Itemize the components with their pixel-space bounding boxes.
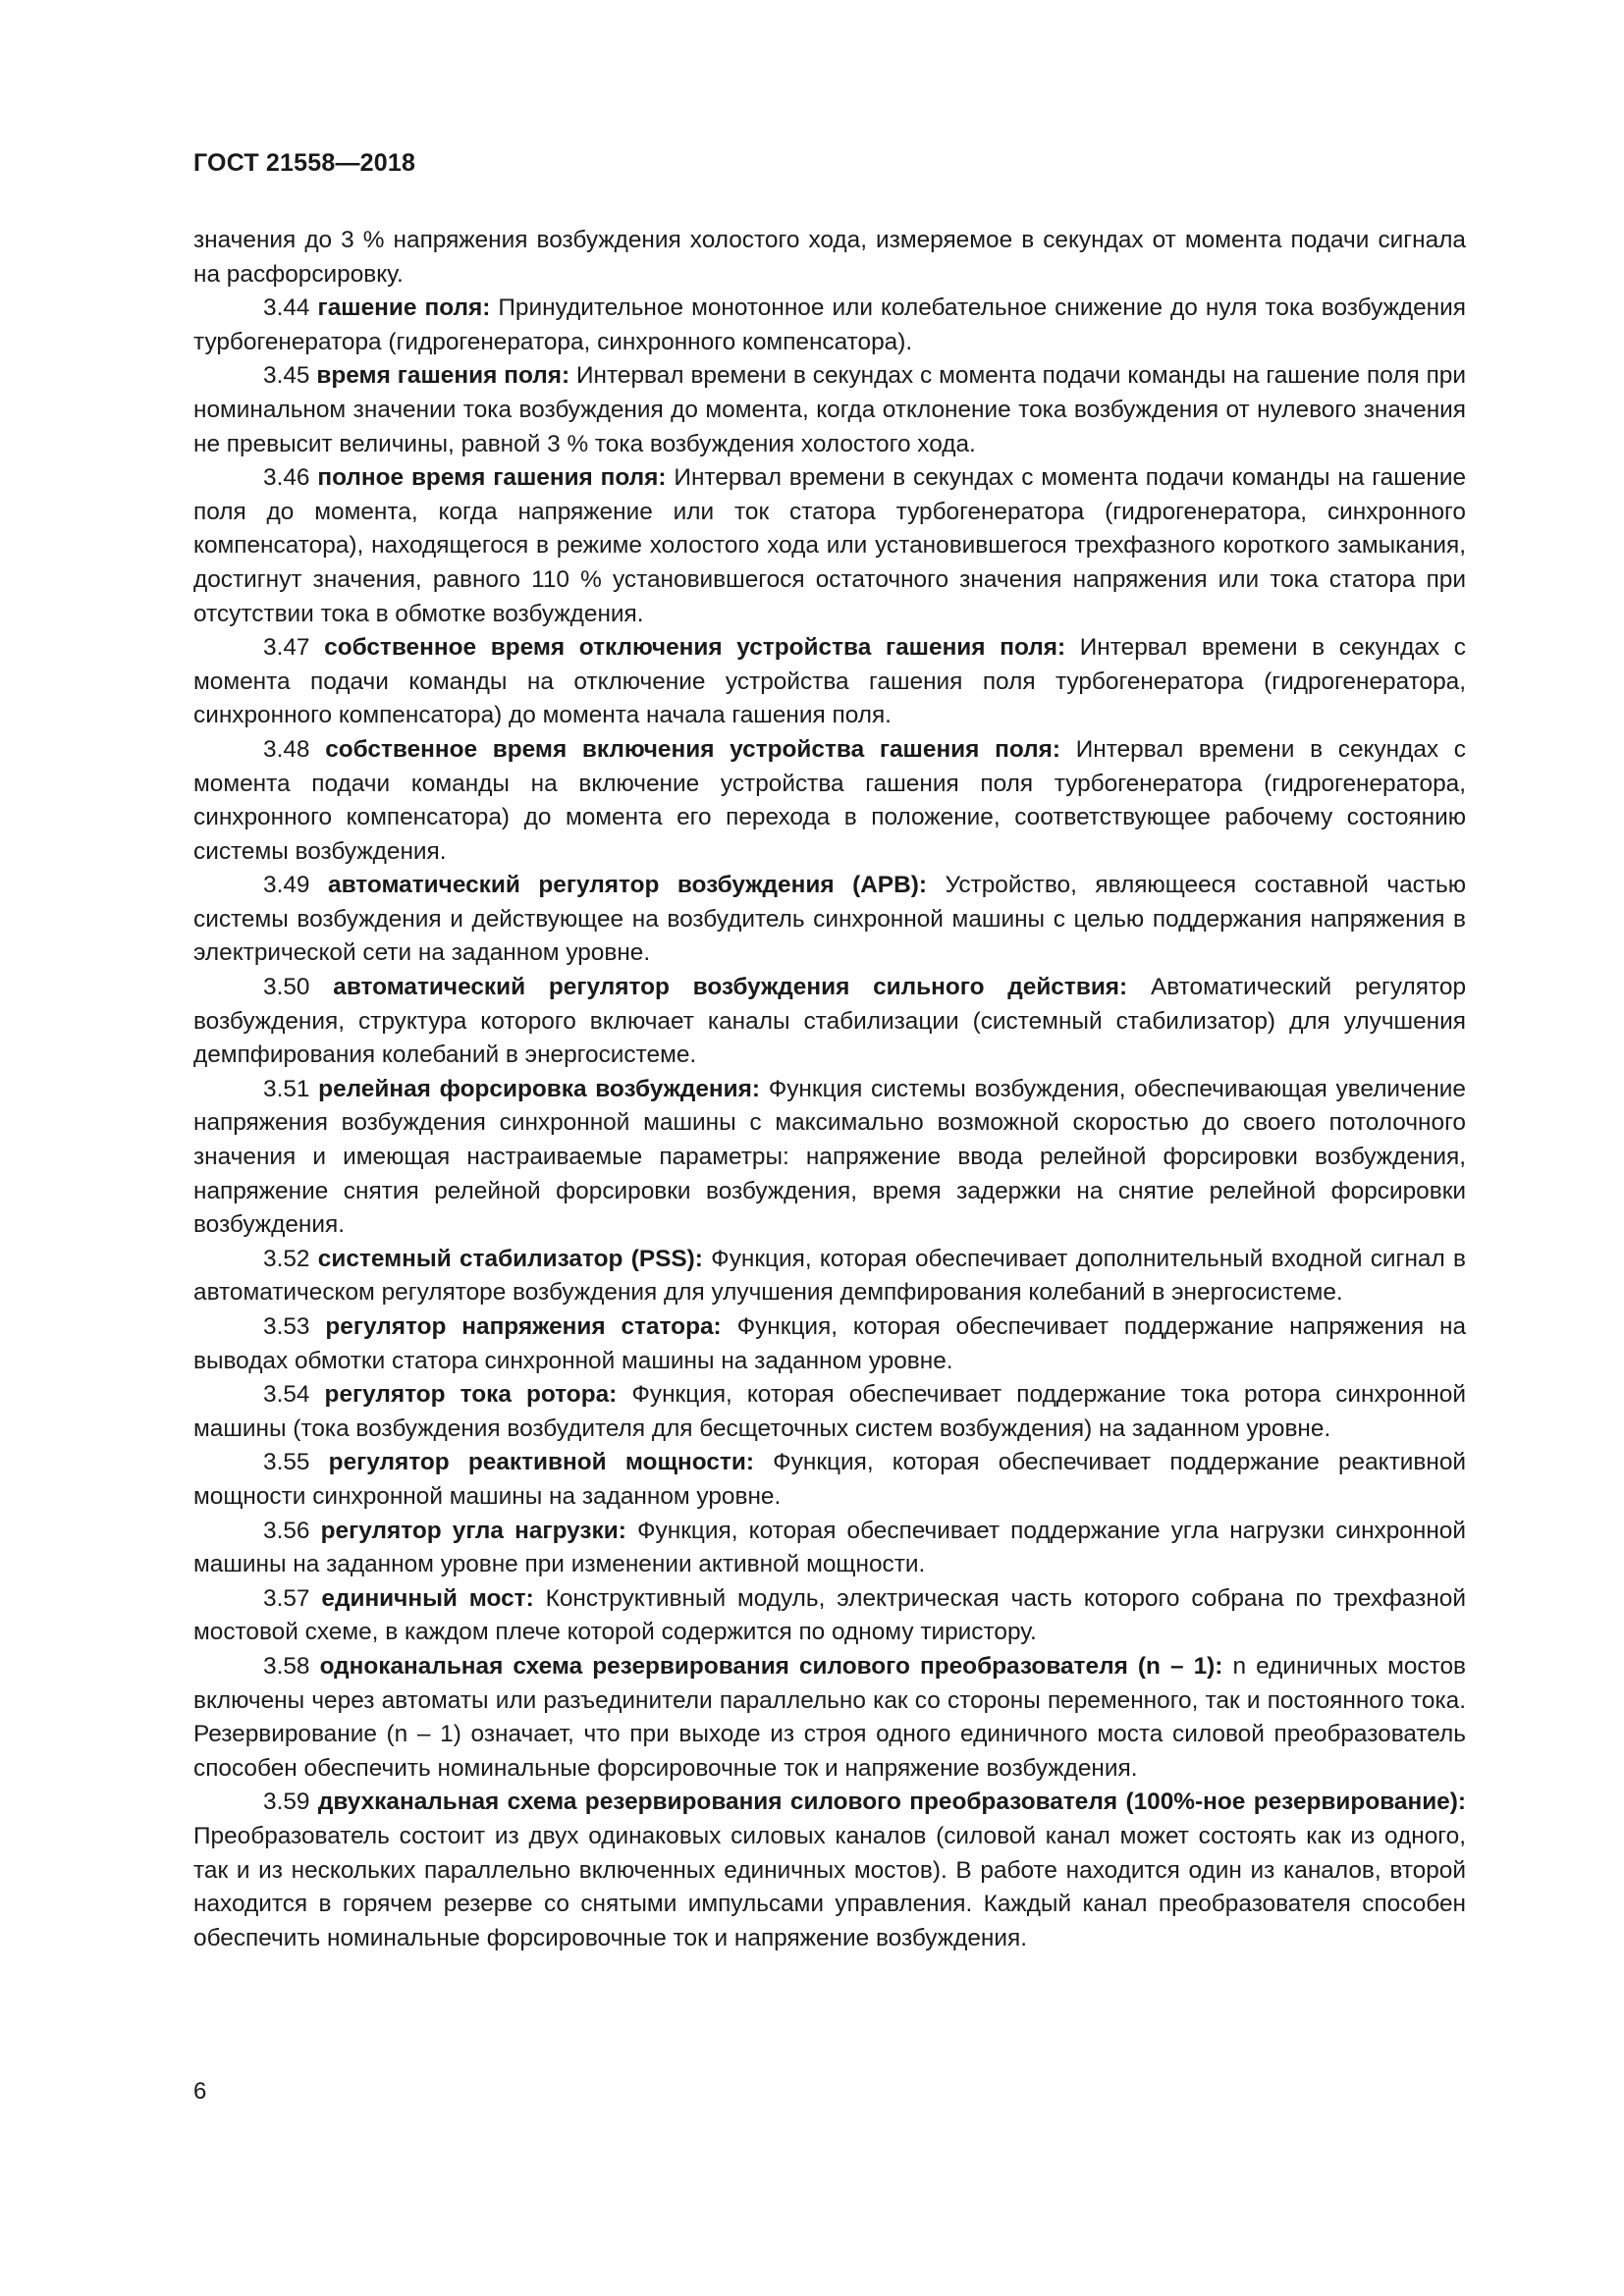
definition-text: Функция, которая обеспечивает поддержание напряжения на выводах обмотки статора синхронной машины на заданном уровне. — [193, 1313, 1467, 1374]
definition-text: Преобразователь состоит из двух одинаковых силовых каналов (силовой канал может состоять как из одного, так и из нескольких параллельно включенных единичных мостов). В работе находится один из каналов, второй находится в горячем резерве со снятыми импульсами управления. Каждый канал преобразователя способен обеспечить номинальные форсировочные ток и напряжение возбуждения. — [193, 1822, 1466, 1951]
definition-text: Интервал времени в секундах с момента подачи команды на отключение устройства гашения поля турбогенератора (гидрогенератора, синхронного компенсатора) до момента начала гашения поля. — [193, 634, 1466, 729]
definition-text: Интервал времени в секундах с момента подачи команды на включение устройства гашения поля турбогенератора (гидрогенератора, синхронного компенсатора) до момента его перехода в положение, соответствующее рабочему состоянию системы возбуждения. — [193, 735, 1466, 865]
definition-number: 3.45 — [263, 362, 310, 390]
definition-number: 3.44 — [263, 294, 310, 322]
definition-3-47 — [193, 631, 1466, 733]
definition-number: 3.46 — [263, 464, 310, 492]
definition-3-44 — [193, 292, 1466, 359]
definition-3-48 — [193, 733, 1466, 869]
definition-term: регулятор угла нагрузки: — [320, 1517, 626, 1544]
definition-3-57 — [193, 1582, 1466, 1650]
definition-term: полное время гашения поля: — [317, 464, 667, 492]
definition-term: регулятор тока ротора: — [324, 1381, 618, 1409]
definition-term: собственное время включения устройства гашения поля: — [325, 735, 1060, 763]
definition-term: единичный мост: — [321, 1584, 534, 1612]
definition-text: Функция, которая обеспечивает поддержание реактивной мощности синхронной машины на заданном уровне. — [193, 1449, 1467, 1510]
definition-3-58 — [193, 1650, 1466, 1786]
definition-text: Функция, которая обеспечивает поддержание угла нагрузки синхронной машины на заданном уровне при изменении активной мощности. — [193, 1517, 1466, 1578]
definition-text: Устройство, являющееся составной частью системы возбуждения и действующее на возбудитель синхронной машины с целью поддержания напряжения в электрической сети на заданном уровне. — [193, 872, 1467, 967]
definition-number: 3.49 — [263, 872, 310, 899]
definition-number: 3.56 — [263, 1517, 310, 1544]
definition-3-53 — [193, 1310, 1466, 1378]
definition-number: 3.47 — [263, 634, 310, 662]
definition-3-55 — [193, 1446, 1466, 1514]
definition-term: регулятор реактивной мощности: — [328, 1449, 754, 1476]
definition-term: релейная форсировка возбуждения: — [318, 1075, 760, 1102]
definition-term: собственное время отключения устройства гашения поля: — [324, 634, 1066, 662]
definition-3-45 — [193, 359, 1466, 461]
page-number: 6 — [193, 2078, 207, 2105]
definition-3-52 — [193, 1243, 1466, 1310]
definition-text: Принудительное монотонное или колебательное снижение до нуля тока возбуждения турбогенератора (гидрогенератора, синхронного компенсатора). — [193, 294, 1466, 355]
document-header: ГОСТ 21558—2018 — [193, 149, 416, 177]
definition-text: n единичных мостов включены через автоматы или разъединители параллельно как со стороны переменного, так и постоянного тока. Резервирование (n – 1) означает, что при выходе из строя одного единичного моста силовой преобразователь способен обеспечить номинальные форсировочные ток и напряжение возбуждения. — [193, 1652, 1467, 1782]
definition-number: 3.58 — [263, 1652, 310, 1680]
definition-number: 3.48 — [263, 735, 310, 763]
definition-number: 3.52 — [263, 1245, 310, 1272]
definition-3-46 — [193, 461, 1466, 631]
definition-number: 3.54 — [263, 1381, 310, 1409]
definition-text: Автоматический регулятор возбуждения, структура которого включает каналы стабилизации (системный стабилизатор) для улучшения демпфирования колебаний в энергосистеме. — [193, 974, 1467, 1069]
definition-term: автоматический регулятор возбуждения (АРВ): — [328, 872, 927, 899]
document-body — [193, 224, 1466, 1955]
definition-3-56 — [193, 1515, 1466, 1582]
definition-3-49 — [193, 869, 1466, 971]
definition-3-54 — [193, 1378, 1466, 1446]
definition-number: 3.51 — [263, 1075, 310, 1102]
definition-text: Интервал времени в секундах с момента подачи команды на гашение поля до момента, когда напряжение или ток статора турбогенератора (гидрогенератора, синхронного компенсатора), находящегося в режиме холостого хода или установившегося трехфазного короткого замыкания, достигнут значения, равного 110 % установившегося остаточного значения напряжения или тока статора при отсутствии тока в обмотке возбуждения. — [193, 464, 1467, 627]
definition-term: двухканальная схема резервирования силового преобразователя (100%-ное резервирование): — [317, 1789, 1466, 1816]
definition-text: Конструктивный модуль, электрическая часть которого собрана по трехфазной мостовой схеме, в каждом плече которой содержится по одному тиристору. — [193, 1584, 1466, 1646]
definition-text: Функция, которая обеспечивает дополнительный входной сигнал в автоматическом регуляторе возбуждения для улучшения демпфирования колебаний в энергосистеме. — [193, 1245, 1466, 1307]
definition-3-59 — [193, 1786, 1466, 1955]
definition-text: Функция системы возбуждения, обеспечивающая увеличение напряжения возбуждения синхронной машины с максимально возможной скоростью до своего потолочного значения и имеющая настраиваемые параметры: напряжение ввода релейной форсировки возбуждения, напряжение снятия релейной форсировки возбуждения, время задержки на снятие релейной форсировки возбуждения. — [193, 1075, 1466, 1239]
definition-number: 3.55 — [263, 1449, 310, 1476]
definition-number: 3.53 — [263, 1313, 310, 1340]
definition-term: гашение поля: — [317, 294, 491, 322]
definition-term: автоматический регулятор возбуждения сильного действия: — [333, 974, 1128, 1001]
definition-text: Интервал времени в секундах с момента подачи команды на гашение поля при номинальном значении тока возбуждения до момента, когда отклонение тока возбуждения от нулевого значения не превысит величины, равной 3 % тока возбуждения холостого хода. — [193, 362, 1466, 457]
definition-text: Функция, которая обеспечивает поддержание тока ротора синхронной машины (тока возбуждения возбудителя для бесщеточных систем возбуждения) на заданном уровне. — [193, 1381, 1466, 1442]
definition-number: 3.59 — [263, 1789, 310, 1816]
definition-term: время гашения поля: — [316, 362, 570, 390]
definition-number: 3.57 — [263, 1584, 310, 1612]
intro-paragraph: значения до 3 % напряжения возбуждения холостого хода, измеряемое в секундах от момента подачи сигнала на расфорсировку. — [193, 227, 1466, 288]
definition-number: 3.50 — [263, 974, 310, 1001]
definition-3-51 — [193, 1073, 1466, 1243]
definition-term: одноканальная схема резервирования силового преобразователя (n – 1): — [319, 1652, 1223, 1680]
definition-term: регулятор напряжения статора: — [325, 1313, 722, 1340]
definition-term: системный стабилизатор (PSS): — [317, 1245, 703, 1272]
definition-3-50 — [193, 971, 1466, 1073]
